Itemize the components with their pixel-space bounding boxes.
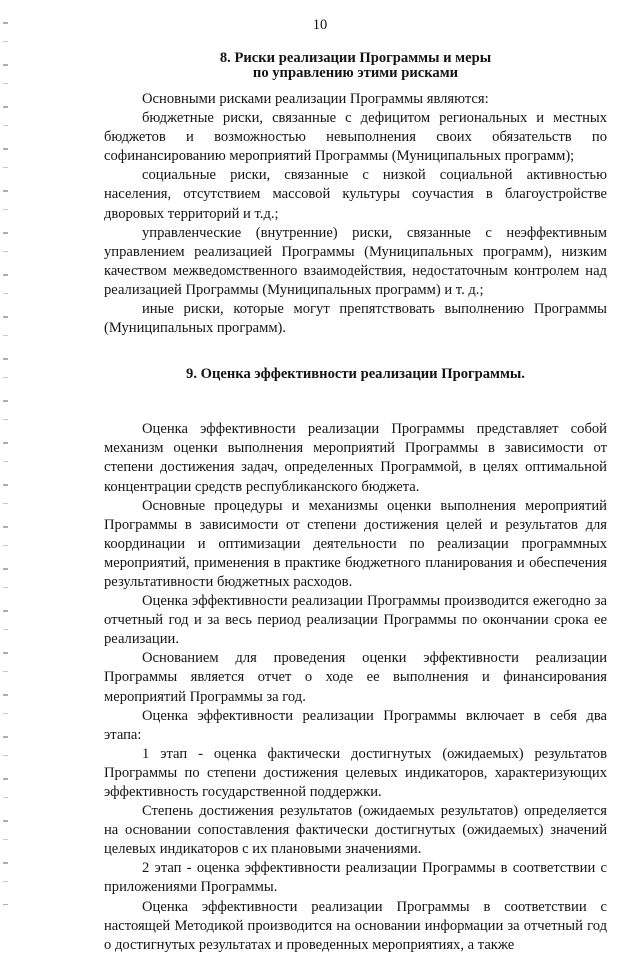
page-number: 10 <box>312 17 328 33</box>
section-9-title: 9. Оценка эффективности реализации Программы. <box>186 366 525 383</box>
paragraph: бюджетные риски, связанные с дефицитом региональных и местных бюджетов и возможностью невыполнения своих обязательств по софинансированию мероприятий Программы (Муниципальных программ); <box>104 110 607 165</box>
scan-edge-artifact <box>3 0 8 905</box>
section-8-title-line-1: 8. Риски реализации Программы и меры <box>219 50 492 66</box>
paragraph: Оценка эффективности реализации Программы в соответствии с настоящей Методикой производится на основании информации за отчетный год о достигнутых результатах и проведенных мероприятиях, а также <box>104 898 607 953</box>
paragraph: Оценка эффективности реализации Программы включает в себя два этапа: <box>104 707 607 743</box>
paragraph: Основные процедуры и механизмы оценки выполнения мероприятий Программы в зависимости от степени достижения целей и результатов для координации и оптимизации деятельности по реализации программных мероприятий, применения в практике бюджетного планирования и обеспечения результативности бюджетных расходов. <box>104 497 607 590</box>
document-body <box>104 51 607 955</box>
paragraph: социальные риски, связанные с низкой социальной активностью населения, отсутствием массовой культуры соучастия в благоустройстве дворовых территорий и т.д.; <box>104 167 607 222</box>
paragraph: Оценка эффективности реализации Программы производится ежегодно за отчетный год и за весь период реализации Программы по окончании срока ее реализации. <box>104 593 607 648</box>
paragraph: Основными рисками реализации Программы являются: <box>142 91 489 107</box>
paragraph: управленческие (внутренние) риски, связанные с неэффективным управлением реализацией Программы (Муниципальных программ), низким качеством межведомственного взаимодействия, недостаточным контролем над реализацией Программы (Муниципальных программ) и т. д.; <box>104 224 607 298</box>
paragraph: Степень достижения результатов (ожидаемых результатов) определяется на основании сопоставления фактически достигнутых (ожидаемых) значений целевых индикаторов с их плановыми значениями. <box>104 803 607 858</box>
section-8-title-line-2: по управлению этими рисками <box>252 65 459 81</box>
paragraph: 1 этап - оценка фактически достигнутых (ожидаемых) результатов Программы по степени достижения целевых индикаторов, характеризующих эффективность государственной поддержки. <box>104 745 607 800</box>
paragraph: иные риски, которые могут препятствовать выполнению Программы (Муниципальных программ). <box>104 301 607 337</box>
paragraph: Основанием для проведения оценки эффективности реализации Программы является отчет о ходе ее выполнения и финансирования мероприятий Программы за год. <box>104 650 607 705</box>
paragraph: Оценка эффективности реализации Программы представляет собой механизм оценки выполнения мероприятий Программы в зависимости от степени достижения задач, определенных Программой, в целях оптимальной концентрации средств республиканского бюджета. <box>104 421 607 495</box>
paragraph: 2 этап - оценка эффективности реализации Программы в соответствии с приложениями Программы. <box>104 860 607 896</box>
